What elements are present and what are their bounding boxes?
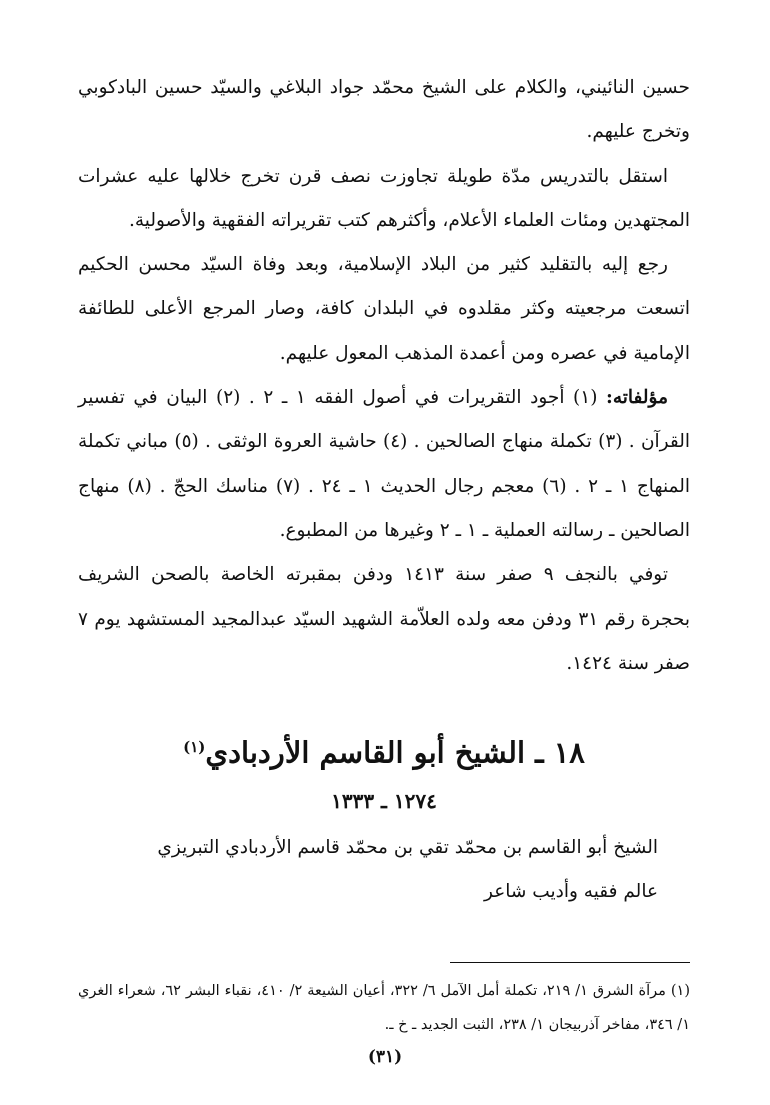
paragraph-teaching: استقل بالتدريس مدّة طويلة تجاوزت نصف قرن تخرج خلالها عليه عشرات المجتهدين ومئات العلماء الأعلام، وأكثرهم كتب تقريراته الفقهية والأصولية. xyxy=(78,165,690,231)
entry-heading xyxy=(78,722,690,778)
bio-description: عالم فقيه وأديب شاعر xyxy=(484,881,658,902)
footnote-text: (١) مرآة الشرق ١/ ٢١٩، تكملة أمل الآمل ٦/ ٣٢٢، أعيان الشيعة ٢/ ٤١٠، نقباء البشر ٦٢، شعراء الغري ١/ ٣٤٦، مفاخر آذربيجان ١/ ٢٣٨، الثبت الجديد ـ خ ـ. xyxy=(78,983,690,1033)
entry-bio xyxy=(100,826,658,914)
paragraph-teachers: حسين النائيني، والكلام على الشيخ محمّد جواد البلاغي والسيّد حسين البادكوبي وتخرج عليهم. xyxy=(78,77,690,143)
bio-full-name: الشيخ أبو القاسم بن محمّد تقي بن محمّد قاسم الأردبادي التبريزي xyxy=(157,837,658,858)
paragraph-marjaiya: رجع إليه بالتقليد كثير من البلاد الإسلامية، وبعد وفاة السيّد محسن الحكيم اتسعت مرجعيته وكثر مقلدوه في البلدان كافة، وصار المرجع الأعلى للطائفة الإمامية في عصره ومن أعمدة المذهب المعول عليهم. xyxy=(78,254,690,364)
entry-dates: ١٢٧٤ ـ ١٣٣٣ xyxy=(331,789,437,813)
entry-title: ١٨ ـ الشيخ أبو القاسم الأردبادي xyxy=(205,735,585,770)
footnote-divider xyxy=(450,962,690,963)
footnote xyxy=(78,974,690,1042)
page-number: (٣١) xyxy=(367,1047,403,1067)
paragraph-works xyxy=(78,376,690,553)
body-text xyxy=(78,66,690,686)
footnote-reference: (١) xyxy=(183,738,206,756)
works-list: (١) أجود التقريرات في أصول الفقه ١ ـ ٢ . (٢) البيان في تفسير القرآن . (٣) تكملة منهاج الصالحين . (٤) حاشية العروة الوثقى . (٥) مباني تكملة المنهاج ١ ـ ٢ . (٦) معجم رجال الحديث ١ ـ ٢٤ . (٧) مناسك الحجّ . (٨) منهاج الصالحين ـ رسالته العملية ـ ١ ـ ٢ وغيرها من المطبوع. xyxy=(78,387,691,541)
works-label: مؤلفاته: xyxy=(606,387,668,409)
paragraph-death: توفي بالنجف ٩ صفر سنة ١٤١٣ ودفن بمقبرته الخاصة بالصحن الشريف بحجرة رقم ٣١ ودفن معه ولده العلاّمة الشهيد السيّد عبدالمجيد المستشهد يوم ٧ صفر سنة ١٤٢٤. xyxy=(78,564,690,674)
